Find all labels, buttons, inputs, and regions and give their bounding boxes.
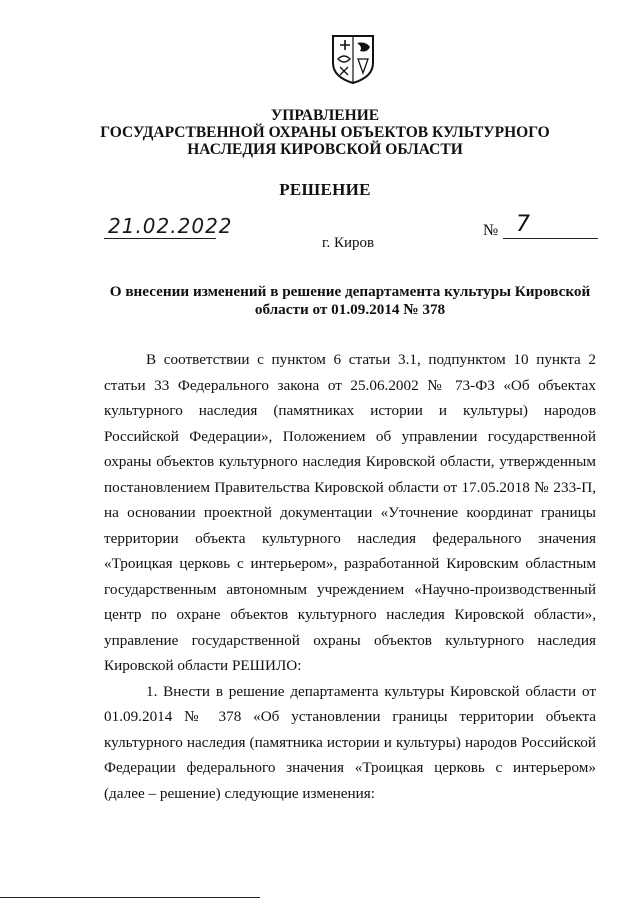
organization-header	[90, 107, 560, 158]
body-paragraph-1: В соответствии с пунктом 6 статьи 3.1, подпунктом 10 пункта 2 статьи 33 Федерального закона от 25.06.2002 № 73-ФЗ «Об объектах культурного наследия (памятниках истории и культуры) народов Российской Федерации», Положением об управлении государственной охраны объектов культурного наследия Кировской области, утвержденным постановлением Правительства Кировской области от 17.05.2018 № 233-П, на основании проектной документации «Уточнение координат границы территории объекта культурного наследия федерального значения «Троицкая церковь с интерьером», разработанной Кировским областным государственным автономным учреждением «Научно-производственный центр по охране объектов культурного наследия Кировской области», управление государственной охраны объектов культурного наследия Кировской области РЕШИЛО:	[104, 351, 596, 674]
header-line-2: ГОСУДАРСТВЕННОЙ ОХРАНЫ ОБЪЕКТОВ КУЛЬТУРНОГО	[100, 124, 550, 141]
subject-line-2: области от 01.09.2014 № 378	[254, 301, 446, 318]
decision-title: РЕШЕНИЕ	[279, 180, 371, 199]
city: г. Киров	[322, 235, 375, 251]
footnote-separator	[0, 897, 260, 898]
date-underline	[104, 238, 216, 239]
header-line-1: УПРАВЛЕНИЕ	[270, 107, 380, 124]
document-body	[104, 347, 596, 806]
handwritten-number: 7	[516, 212, 530, 237]
number-label: №	[483, 222, 499, 239]
header-line-3: НАСЛЕДИЯ КИРОВСКОЙ ОБЛАСТИ	[187, 141, 463, 158]
body-paragraph-2: 1. Внести в решение департамента культуры Кировской области от 01.09.2014 № 378 «Об установлении границы территории объекта культурного наследия (памятника истории и культуры) народов Российской Федерации федерального значения «Троицкая церковь с интерьером» (далее – решение) следующие изменения:	[104, 682, 596, 802]
document-subject	[100, 283, 600, 319]
handwritten-date: 21.02.2022	[108, 214, 233, 238]
coat-of-arms-icon	[330, 33, 376, 85]
subject-line-1: О внесении изменений в решение департамента культуры Кировской	[109, 283, 591, 300]
number-underline	[503, 238, 598, 239]
